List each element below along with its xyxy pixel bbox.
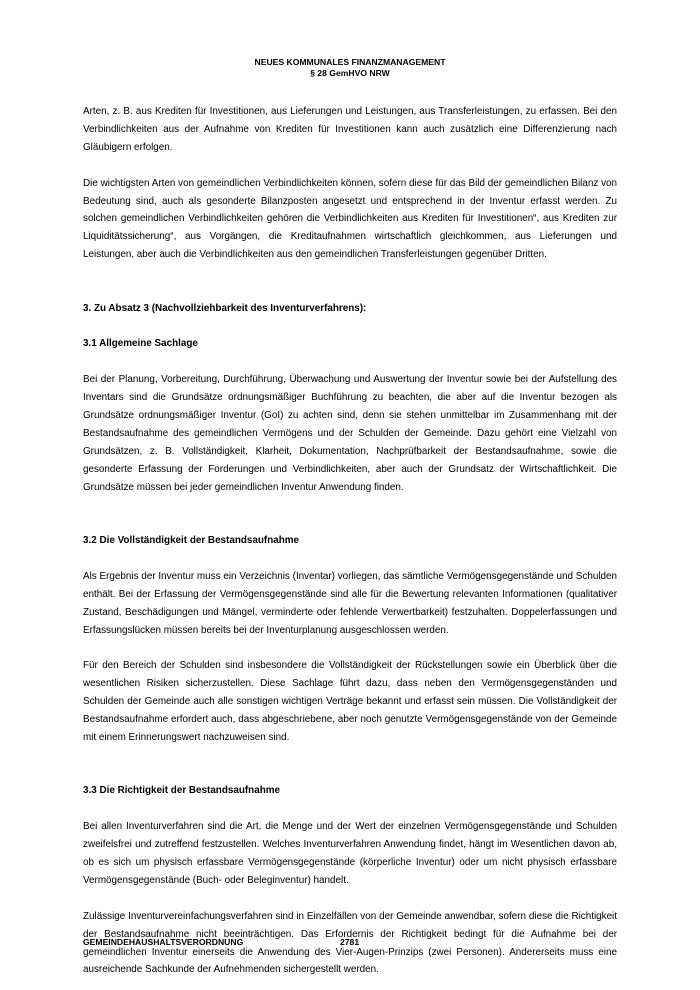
section-heading-3-1: 3.1 Allgemeine Sachlage bbox=[83, 338, 198, 350]
page-header bbox=[0, 57, 700, 79]
paragraph-intro: Arten, z. B. aus Krediten für Investitionen, aus Lieferungen und Leistungen, aus Transferleistungen, zu erfassen. Bei den Verbindlichkeiten aus der Aufnahme von Krediten für Investitionen kann auch zusätzlich eine Differenzierung nach Gläubigern erfolgen. bbox=[83, 106, 617, 153]
paragraph-3-2-a: Als Ergebnis der Inventur muss ein Verzeichnis (Inventar) vorliegen, das sämtliche Vermögensgegenstände und Schulden enthält. Bei der Erfassung der Vermögensgegenstände sind alle für die Bewertung relevanten Informationen (qualitativer Zustand, Beschädigungen und Mängel, verminderte oder fehlende Verwertbarkeit) festzuhalten. Doppelerfassungen und Erfassungslücken müssen bereits bei der Inventurplanung ausgeschlossen werden. bbox=[83, 570, 617, 636]
header-subtitle: § 28 GemHVO NRW bbox=[310, 68, 390, 78]
paragraph-3-3-b: Zulässige Inventurvereinfachungsverfahren sind in Einzelfällen von der Gemeinde anwendbar, sofern diese die Richtigkeit der Bestandsaufnahme nicht beeinträchtigen. Das Erfordernis der Richtigkeit bedingt für die Aufnahme bei der gemeindlichen Inventur einerseits die Anwendung des Vier-Augen-Prinzips (zwei Personen). Andererseits muss eine ausreichende Sachkunde der Aufnehmenden sichergestellt werden. bbox=[83, 910, 617, 976]
document-body bbox=[83, 103, 617, 979]
paragraph-3-3-a: Bei allen Inventurverfahren sind die Art, die Menge und der Wert der einzelnen Vermögensgegenstände und Schulden zweifelsfrei und zutreffend festzustellen. Welches Inventurverfahren Anwendung findet, hängt im Wesentlichen davon ab, ob es sich um physisch erfassbare Vermögensgegenstände (körperliche Inventur) oder um nicht physisch erfassbare Vermögensgegenstände (Buch- oder Beleginventur) handelt. bbox=[83, 821, 617, 886]
footer-label: GEMEINDEHAUSHALTSVERORDNUNG bbox=[83, 937, 244, 947]
page-number: 2781 bbox=[340, 937, 360, 947]
paragraph-liabilities: Die wichtigsten Arten von gemeindlichen Verbindlichkeiten können, sofern diese für das Bild der gemeindlichen Bilanz von Bedeutung sind, auch als gesonderte Bilanzposten angesetzt und entsprechend in der Inventur erfasst werden. Zu solchen gemeindlichen Verbindlichkeiten gehören die Verbindlichkeiten aus Krediten für Investitionen“, aus Krediten zur Liquiditätssicherung“, aus Vorgängen, die Kreditaufnahmen wirtschaftlich gleichkommen, aus Lieferungen und Leistungen, aber auch die Verbindlichkeiten aus den gemeindlichen Transferleistungen gegenüber Dritten. bbox=[83, 177, 617, 261]
header-title: NEUES KOMMUNALES FINANZMANAGEMENT bbox=[254, 57, 446, 67]
section-heading-3: 3. Zu Absatz 3 (Nachvollziehbarkeit des Inventurverfahrens): bbox=[83, 302, 367, 314]
section-heading-3-3: 3.3 Die Richtigkeit der Bestandsaufnahme bbox=[83, 785, 281, 797]
page-footer bbox=[83, 937, 617, 948]
paragraph-3-1: Bei der Planung, Vorbereitung, Durchführung, Überwachung und Auswertung der Inventur sowie bei der Aufstellung des Inventars sind die Grundsätze ordnungsmäßiger Buchführung zu beachten, die aber auf die Inventur bezogen als Grundsätze ordnungsmäßiger Inventur (GoI) zu achten sind, denn sie stehen unmittelbar im Zusammenhang mit der Bestandsaufnahme des gemeindlichen Vermögens und der Schulden der Gemeinde. Dazu gehört eine Vielzahl von Grundsätzen, z. B. Vollständigkeit, Klarheit, Dokumentation, Nachprüfbarkeit der Bestandsaufnahme, sowie die gesonderte Erfassung der Forderungen und Verbindlichkeiten, aber auch der Grundsatz der Wirtschaftlichkeit. Die Grundsätze müssen bei jeder gemeindlichen Inventur Anwendung finden. bbox=[83, 374, 617, 493]
paragraph-3-2-b: Für den Bereich der Schulden sind insbesondere die Vollständigkeit der Rückstellungen sowie ein Überblick über die wesentlichen Risiken sicherzustellen. Diese Sachlage führt dazu, dass neben den Vermögensgegenständen und Schulden der Gemeinde auch alle sonstigen wichtigen Verträge bekannt und erfasst sein müssen. Die Vollständigkeit der Bestandsaufnahme erfordert auch, dass abgeschriebene, aber noch genutzte Vermögensgegenstände von der Gemeinde mit einem Erinnerungswert nachzuweisen sind. bbox=[83, 660, 617, 744]
section-heading-3-2: 3.2 Die Vollständigkeit der Bestandsaufnahme bbox=[83, 535, 300, 547]
